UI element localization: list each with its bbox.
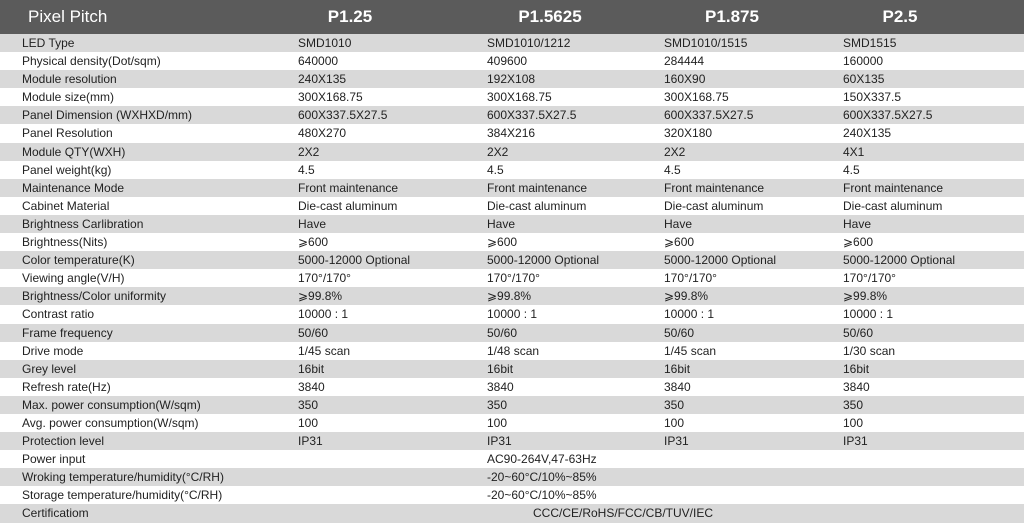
cell-value: ⩾600 [487,235,518,250]
table-row [0,70,1024,88]
table-row [0,432,1024,450]
cell-value: 50/60 [487,325,518,340]
cell-value: Die-cast aluminum [843,198,943,213]
cell-value: 3840 [664,379,691,394]
cell-value: IP31 [843,434,868,449]
cell-value: 150X337.5 [843,90,902,105]
cell-value: ⩾600 [843,235,874,250]
row-label: Brightness/Color uniformity [22,289,167,304]
table-header [0,0,1024,34]
table-row [0,305,1024,323]
cell-value: 50/60 [664,325,695,340]
table-row [0,360,1024,378]
cell-value: 240X135 [298,72,347,87]
table-row [0,143,1024,161]
table-row [0,504,1024,522]
table-row [0,52,1024,70]
cell-value: 10000 : 1 [664,307,715,322]
row-label: Panel Dimension (WXHXD/mm) [22,108,193,123]
table-row [0,179,1024,197]
cell-value: 5000-12000 Optional [298,253,411,268]
cell-value: Have [487,216,516,231]
cell-value: 1/45 scan [298,343,351,358]
cell-value: 160000 [843,54,884,69]
table-row [0,88,1024,106]
cell-value: 600X337.5X27.5 [298,108,388,123]
cell-value: 240X135 [843,126,892,141]
table-body [0,34,1024,523]
cell-value: 350 [298,397,319,412]
cell-value: 600X337.5X27.5 [487,108,577,123]
cell-value: SMD1010 [298,36,352,50]
cell-value: 60X135 [843,72,885,87]
row-label: Power input [22,452,86,467]
cell-value: 1/48 scan [487,343,540,358]
cell-value: 160X90 [664,72,706,87]
cell-value: 100 [487,415,508,430]
table-row [0,486,1024,504]
row-label: Panel Resolution [22,126,113,141]
cell-value: 300X168.75 [487,90,552,105]
table-row [0,251,1024,269]
header-model: P1.25 [327,7,373,26]
row-label: Module resolution [22,72,117,87]
cell-value: SMD1010/1515 [664,36,748,50]
cell-value: Have [298,216,327,231]
table-row [0,269,1024,287]
cell-value: ⩾600 [298,235,329,250]
cell-value: AC90-264V,47-63Hz [487,452,597,467]
cell-value: 10000 : 1 [298,307,349,322]
row-label: Refresh rate(Hz) [22,379,111,394]
cell-value: SMD1010/1212 [487,36,571,50]
row-label: Color temperature(K) [22,253,135,268]
header-model: P1.875 [705,7,759,26]
table-row [0,450,1024,468]
cell-value: IP31 [298,434,323,449]
cell-value: Front maintenance [298,180,399,195]
row-label: Cabinet Material [22,198,110,213]
cell-value: 3840 [487,379,514,394]
cell-value: IP31 [664,434,689,449]
row-label: Maintenance Mode [22,180,125,195]
cell-value: 5000-12000 Optional [843,253,956,268]
table-row [0,378,1024,396]
cell-value: Front maintenance [487,180,588,195]
cell-value: Have [664,216,693,231]
table-row [0,34,1024,52]
cell-value: 2X2 [664,144,686,159]
cell-value: ⩾99.8% [664,289,709,304]
cell-value: 4.5 [298,162,315,177]
cell-value: 2X2 [298,144,320,159]
row-label: Drive mode [22,343,84,358]
cell-value: 16bit [298,361,325,376]
cell-value: Die-cast aluminum [664,198,764,213]
cell-value: Front maintenance [664,180,765,195]
header-model: P1.5625 [518,7,582,26]
table-row [0,342,1024,360]
row-label: Brightness Carlibration [22,216,144,231]
row-label: Grey level [22,361,77,376]
cell-value: 300X168.75 [298,90,363,105]
cell-value: 5000-12000 Optional [664,253,777,268]
row-label: Frame frequency [22,325,113,340]
cell-value: 100 [664,415,685,430]
cell-value: 16bit [843,361,870,376]
cell-value: 170°/170° [664,271,717,286]
cell-value: 284444 [664,54,705,69]
cell-value: 4.5 [843,162,860,177]
row-label: Storage temperature/humidity(°C/RH) [22,488,223,503]
cell-value: Die-cast aluminum [298,198,398,213]
cell-value: 4.5 [664,162,681,177]
cell-value: 350 [664,397,685,412]
cell-value: 3840 [298,379,325,394]
cell-value: 5000-12000 Optional [487,253,600,268]
cell-value: Front maintenance [843,180,944,195]
header-label: Pixel Pitch [28,7,108,26]
row-label: Protection level [22,434,105,449]
row-label: LED Type [22,36,75,50]
row-label: Module QTY(WXH) [22,144,126,159]
cell-value: -20~60°C/10%~85% [487,470,597,485]
cell-value: 350 [487,397,508,412]
row-label: Contrast ratio [22,307,95,322]
table-row [0,287,1024,305]
cell-value: 10000 : 1 [487,307,538,322]
cell-value: 1/30 scan [843,343,896,358]
cell-value: -20~60°C/10%~85% [487,488,597,503]
cell-value: 480X270 [298,126,347,141]
table-row [0,106,1024,124]
cell-value: 170°/170° [487,271,540,286]
cell-value: 3840 [843,379,870,394]
cell-value: 50/60 [298,325,329,340]
table-row [0,124,1024,142]
cell-value: 640000 [298,54,339,69]
cell-value: 4.5 [487,162,504,177]
cell-value: 170°/170° [843,271,896,286]
cell-value: 192X108 [487,72,536,87]
cell-value: 100 [298,415,319,430]
row-label: Module size(mm) [22,90,115,105]
cell-value: ⩾99.8% [487,289,532,304]
table-row [0,324,1024,342]
cell-value: 100 [843,415,864,430]
table-row [0,161,1024,179]
cell-value: 50/60 [843,325,874,340]
cell-value: Die-cast aluminum [487,198,587,213]
cell-value: 1/45 scan [664,343,717,358]
cell-value: Have [843,216,872,231]
cell-value: 10000 : 1 [843,307,894,322]
row-label: Panel weight(kg) [22,162,112,177]
table-row [0,396,1024,414]
cell-value: 170°/170° [298,271,351,286]
row-label: Certificatiom [22,506,89,521]
cell-value: ⩾99.8% [843,289,888,304]
table-row [0,215,1024,233]
cell-value: 409600 [487,54,528,69]
cell-value: IP31 [487,434,512,449]
cell-value: CCC/CE/RoHS/FCC/CB/TUV/IEC [532,506,714,521]
header-model: P2.5 [882,7,918,26]
cell-value: 4X1 [843,144,865,159]
cell-value: 300X168.75 [664,90,729,105]
cell-value: 384X216 [487,126,536,141]
cell-value: 16bit [487,361,514,376]
table-row [0,197,1024,215]
cell-value: ⩾600 [664,235,695,250]
row-label: Max. power consumption(W/sqm) [22,397,201,412]
table-row [0,468,1024,486]
row-label: Physical density(Dot/sqm) [22,54,161,69]
cell-value: 600X337.5X27.5 [843,108,933,123]
table-row [0,414,1024,432]
cell-value: 600X337.5X27.5 [664,108,754,123]
table-row [0,233,1024,251]
cell-value: 2X2 [487,144,509,159]
cell-value: SMD1515 [843,36,897,50]
row-label: Brightness(Nits) [22,235,108,250]
cell-value: 16bit [664,361,691,376]
cell-value: 320X180 [664,126,713,141]
row-label: Wroking temperature/humidity(°C/RH) [22,470,224,485]
row-label: Avg. power consumption(W/sqm) [22,415,199,430]
cell-value: ⩾99.8% [298,289,343,304]
row-label: Viewing angle(V/H) [22,271,125,286]
cell-value: 350 [843,397,864,412]
